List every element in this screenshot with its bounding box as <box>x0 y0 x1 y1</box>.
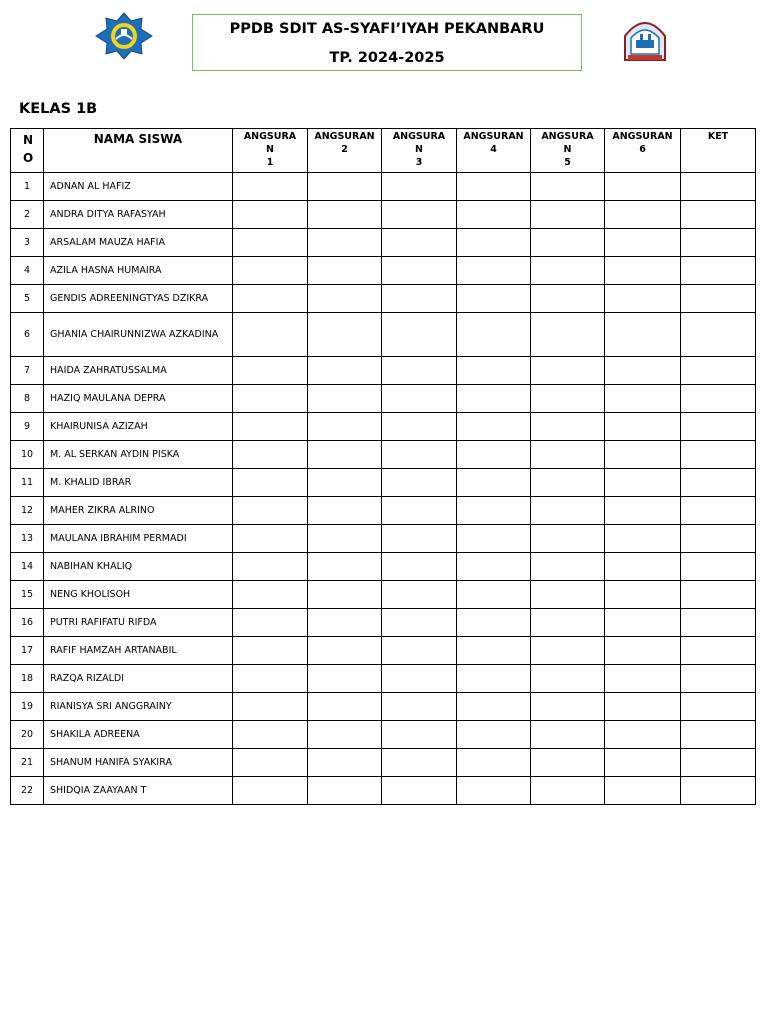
angsuran-4-cell <box>457 777 531 805</box>
angsuran-2-cell <box>308 201 382 229</box>
angsuran-2-cell <box>308 385 382 413</box>
table-row <box>11 285 756 313</box>
table-row <box>11 497 756 525</box>
angsuran-6-cell <box>605 385 681 413</box>
ket-cell <box>681 257 756 285</box>
ket-cell <box>681 581 756 609</box>
angsuran-1-cell <box>233 413 308 441</box>
angsuran-1-cell <box>233 441 308 469</box>
row-number: 5 <box>11 285 44 313</box>
table-row <box>11 201 756 229</box>
angsuran-5-cell <box>531 357 605 385</box>
row-number: 13 <box>11 525 44 553</box>
angsuran-2-cell <box>308 313 382 357</box>
ket-cell <box>681 201 756 229</box>
angsuran-2-cell <box>308 665 382 693</box>
table-row <box>11 469 756 497</box>
ket-cell <box>681 609 756 637</box>
angsuran-2-cell <box>308 609 382 637</box>
ket-cell <box>681 721 756 749</box>
angsuran-1-cell <box>233 285 308 313</box>
angsuran-6-cell <box>605 749 681 777</box>
ket-cell <box>681 173 756 201</box>
angsuran-3-cell <box>382 665 457 693</box>
angsuran-1-cell <box>233 777 308 805</box>
angsuran-5-cell <box>531 693 605 721</box>
student-name: SHANUM HANIFA SYAKIRA <box>44 749 233 777</box>
student-name: ARSALAM MAUZA HAFIA <box>44 229 233 257</box>
angsuran-1-cell <box>233 229 308 257</box>
angsuran-1-cell <box>233 173 308 201</box>
student-name: KHAIRUNISA AZIZAH <box>44 413 233 441</box>
angsuran-4-cell <box>457 665 531 693</box>
angsuran-5-cell <box>531 497 605 525</box>
ket-cell <box>681 385 756 413</box>
header-angsuran-6: ANGSURAN 6 <box>605 129 681 173</box>
row-number: 9 <box>11 413 44 441</box>
table-row <box>11 385 756 413</box>
angsuran-3-cell <box>382 413 457 441</box>
angsuran-5-cell <box>531 257 605 285</box>
angsuran-4-cell <box>457 637 531 665</box>
header-angsuran-3: ANGSURA N 3 <box>382 129 457 173</box>
angsuran-4-cell <box>457 201 531 229</box>
student-name: SHIDQIA ZAAYAAN T <box>44 777 233 805</box>
angsuran-1-cell <box>233 553 308 581</box>
angsuran-6-cell <box>605 357 681 385</box>
ket-cell <box>681 313 756 357</box>
angsuran-2-cell <box>308 173 382 201</box>
angsuran-2-cell <box>308 777 382 805</box>
angsuran-6-cell <box>605 173 681 201</box>
angsuran-5-cell <box>531 229 605 257</box>
table-row <box>11 693 756 721</box>
ket-cell <box>681 777 756 805</box>
student-name: SHAKILA ADREENA <box>44 721 233 749</box>
angsuran-3-cell <box>382 609 457 637</box>
angsuran-5-cell <box>531 749 605 777</box>
row-number: 17 <box>11 637 44 665</box>
angsuran-4-cell <box>457 609 531 637</box>
header-angsuran-4: ANGSURAN 4 <box>457 129 531 173</box>
angsuran-2-cell <box>308 553 382 581</box>
row-number: 18 <box>11 665 44 693</box>
angsuran-1-cell <box>233 609 308 637</box>
student-name: GENDIS ADREENINGTYAS DZIKRA <box>44 285 233 313</box>
angsuran-4-cell <box>457 229 531 257</box>
row-number: 14 <box>11 553 44 581</box>
angsuran-3-cell <box>382 257 457 285</box>
angsuran-3-cell <box>382 285 457 313</box>
angsuran-4-cell <box>457 469 531 497</box>
row-number: 2 <box>11 201 44 229</box>
student-name: NABIHAN KHALIQ <box>44 553 233 581</box>
angsuran-4-cell <box>457 553 531 581</box>
ket-cell <box>681 665 756 693</box>
header-no: NO <box>11 129 44 173</box>
angsuran-5-cell <box>531 469 605 497</box>
angsuran-5-cell <box>531 313 605 357</box>
student-name: ANDRA DITYA RAFASYAH <box>44 201 233 229</box>
student-name: RIANISYA SRI ANGGRAINY <box>44 693 233 721</box>
ket-cell <box>681 749 756 777</box>
angsuran-5-cell <box>531 525 605 553</box>
table-row <box>11 721 756 749</box>
angsuran-4-cell <box>457 357 531 385</box>
angsuran-5-cell <box>531 385 605 413</box>
angsuran-1-cell <box>233 469 308 497</box>
ket-cell <box>681 413 756 441</box>
angsuran-5-cell <box>531 441 605 469</box>
angsuran-5-cell <box>531 665 605 693</box>
table-row <box>11 525 756 553</box>
angsuran-3-cell <box>382 173 457 201</box>
ket-cell <box>681 357 756 385</box>
angsuran-1-cell <box>233 525 308 553</box>
row-number: 22 <box>11 777 44 805</box>
angsuran-3-cell <box>382 229 457 257</box>
angsuran-4-cell <box>457 525 531 553</box>
angsuran-6-cell <box>605 441 681 469</box>
angsuran-6-cell <box>605 313 681 357</box>
angsuran-1-cell <box>233 693 308 721</box>
angsuran-2-cell <box>308 357 382 385</box>
angsuran-5-cell <box>531 637 605 665</box>
ket-cell <box>681 553 756 581</box>
ket-cell <box>681 285 756 313</box>
angsuran-6-cell <box>605 581 681 609</box>
row-number: 19 <box>11 693 44 721</box>
angsuran-1-cell <box>233 201 308 229</box>
angsuran-5-cell <box>531 173 605 201</box>
angsuran-5-cell <box>531 581 605 609</box>
angsuran-6-cell <box>605 693 681 721</box>
angsuran-1-cell <box>233 313 308 357</box>
header-angsuran-1: ANGSURA N 1 <box>233 129 308 173</box>
angsuran-4-cell <box>457 749 531 777</box>
angsuran-1-cell <box>233 749 308 777</box>
angsuran-6-cell <box>605 229 681 257</box>
angsuran-6-cell <box>605 637 681 665</box>
student-name: GHANIA CHAIRUNNIZWA AZKADINA <box>44 313 233 357</box>
angsuran-1-cell <box>233 385 308 413</box>
angsuran-2-cell <box>308 441 382 469</box>
angsuran-4-cell <box>457 721 531 749</box>
student-name: M. AL SERKAN AYDIN PISKA <box>44 441 233 469</box>
student-name: HAZIQ MAULANA DEPRA <box>44 385 233 413</box>
row-number: 15 <box>11 581 44 609</box>
angsuran-2-cell <box>308 693 382 721</box>
table-row <box>11 229 756 257</box>
angsuran-3-cell <box>382 357 457 385</box>
table-row <box>11 777 756 805</box>
angsuran-3-cell <box>382 553 457 581</box>
angsuran-1-cell <box>233 637 308 665</box>
ket-cell <box>681 469 756 497</box>
row-number: 21 <box>11 749 44 777</box>
table-row <box>11 665 756 693</box>
angsuran-4-cell <box>457 441 531 469</box>
ket-cell <box>681 497 756 525</box>
row-number: 3 <box>11 229 44 257</box>
angsuran-4-cell <box>457 693 531 721</box>
student-name: NENG KHOLISOH <box>44 581 233 609</box>
angsuran-4-cell <box>457 285 531 313</box>
table-row <box>11 749 756 777</box>
angsuran-5-cell <box>531 721 605 749</box>
angsuran-6-cell <box>605 497 681 525</box>
angsuran-3-cell <box>382 637 457 665</box>
row-number: 12 <box>11 497 44 525</box>
angsuran-3-cell <box>382 201 457 229</box>
angsuran-2-cell <box>308 581 382 609</box>
angsuran-6-cell <box>605 285 681 313</box>
title-line-2: TP. 2024-2025 <box>329 50 445 66</box>
angsuran-4-cell <box>457 313 531 357</box>
angsuran-6-cell <box>605 201 681 229</box>
angsuran-1-cell <box>233 357 308 385</box>
row-number: 11 <box>11 469 44 497</box>
student-name: M. KHALID IBRAR <box>44 469 233 497</box>
angsuran-2-cell <box>308 285 382 313</box>
table-row <box>11 413 756 441</box>
angsuran-1-cell <box>233 257 308 285</box>
angsuran-2-cell <box>308 721 382 749</box>
table-row <box>11 553 756 581</box>
angsuran-1-cell <box>233 497 308 525</box>
angsuran-4-cell <box>457 581 531 609</box>
table-header-row <box>11 129 756 173</box>
angsuran-1-cell <box>233 721 308 749</box>
angsuran-6-cell <box>605 553 681 581</box>
table-row <box>11 581 756 609</box>
header-angsuran-2: ANGSURAN 2 <box>308 129 382 173</box>
row-number: 1 <box>11 173 44 201</box>
student-name: RAZQA RIZALDI <box>44 665 233 693</box>
student-name: ADNAN AL HAFIZ <box>44 173 233 201</box>
table-row <box>11 609 756 637</box>
angsuran-4-cell <box>457 413 531 441</box>
ket-cell <box>681 693 756 721</box>
angsuran-5-cell <box>531 553 605 581</box>
angsuran-3-cell <box>382 777 457 805</box>
ket-cell <box>681 229 756 257</box>
angsuran-6-cell <box>605 665 681 693</box>
angsuran-2-cell <box>308 257 382 285</box>
angsuran-4-cell <box>457 173 531 201</box>
angsuran-5-cell <box>531 285 605 313</box>
angsuran-3-cell <box>382 313 457 357</box>
student-name: MAHER ZIKRA ALRINO <box>44 497 233 525</box>
student-name: MAULANA IBRAHIM PERMADI <box>44 525 233 553</box>
table-row <box>11 441 756 469</box>
angsuran-4-cell <box>457 385 531 413</box>
ket-cell <box>681 441 756 469</box>
angsuran-2-cell <box>308 229 382 257</box>
angsuran-5-cell <box>531 413 605 441</box>
angsuran-6-cell <box>605 777 681 805</box>
angsuran-3-cell <box>382 721 457 749</box>
angsuran-2-cell <box>308 497 382 525</box>
angsuran-5-cell <box>531 777 605 805</box>
row-number: 8 <box>11 385 44 413</box>
student-name: AZILA HASNA HUMAIRA <box>44 257 233 285</box>
angsuran-6-cell <box>605 257 681 285</box>
table-row <box>11 313 756 357</box>
angsuran-1-cell <box>233 665 308 693</box>
row-number: 16 <box>11 609 44 637</box>
ket-cell <box>681 525 756 553</box>
header-nama-siswa: NAMA SISWA <box>44 129 233 173</box>
student-payment-table <box>10 128 756 805</box>
angsuran-6-cell <box>605 609 681 637</box>
student-name: PUTRI RAFIFATU RIFDA <box>44 609 233 637</box>
table-row <box>11 637 756 665</box>
as-syafiiyah-mosque-logo-icon <box>618 16 672 64</box>
angsuran-3-cell <box>382 441 457 469</box>
header-angsuran-5: ANGSURA N 5 <box>531 129 605 173</box>
row-number: 4 <box>11 257 44 285</box>
table-row <box>11 357 756 385</box>
school-emblem-star-icon <box>92 12 156 60</box>
angsuran-4-cell <box>457 497 531 525</box>
header-title-box <box>192 14 582 71</box>
angsuran-6-cell <box>605 721 681 749</box>
class-label: KELAS 1B <box>19 101 98 117</box>
header-ket: KET <box>681 129 756 173</box>
angsuran-2-cell <box>308 637 382 665</box>
angsuran-5-cell <box>531 201 605 229</box>
angsuran-3-cell <box>382 749 457 777</box>
angsuran-4-cell <box>457 257 531 285</box>
angsuran-3-cell <box>382 497 457 525</box>
row-number: 7 <box>11 357 44 385</box>
student-name: RAFIF HAMZAH ARTANABIL <box>44 637 233 665</box>
table-row <box>11 257 756 285</box>
angsuran-3-cell <box>382 469 457 497</box>
row-number: 6 <box>11 313 44 357</box>
angsuran-2-cell <box>308 749 382 777</box>
angsuran-2-cell <box>308 525 382 553</box>
student-name: HAIDA ZAHRATUSSALMA <box>44 357 233 385</box>
table-row <box>11 173 756 201</box>
angsuran-6-cell <box>605 469 681 497</box>
angsuran-2-cell <box>308 469 382 497</box>
angsuran-3-cell <box>382 581 457 609</box>
angsuran-6-cell <box>605 525 681 553</box>
angsuran-5-cell <box>531 609 605 637</box>
angsuran-3-cell <box>382 693 457 721</box>
angsuran-1-cell <box>233 581 308 609</box>
angsuran-6-cell <box>605 413 681 441</box>
angsuran-2-cell <box>308 413 382 441</box>
row-number: 10 <box>11 441 44 469</box>
angsuran-3-cell <box>382 385 457 413</box>
row-number: 20 <box>11 721 44 749</box>
ket-cell <box>681 637 756 665</box>
title-line-1: PPDB SDIT AS-SYAFI’IYAH PEKANBARU <box>229 21 545 37</box>
angsuran-3-cell <box>382 525 457 553</box>
